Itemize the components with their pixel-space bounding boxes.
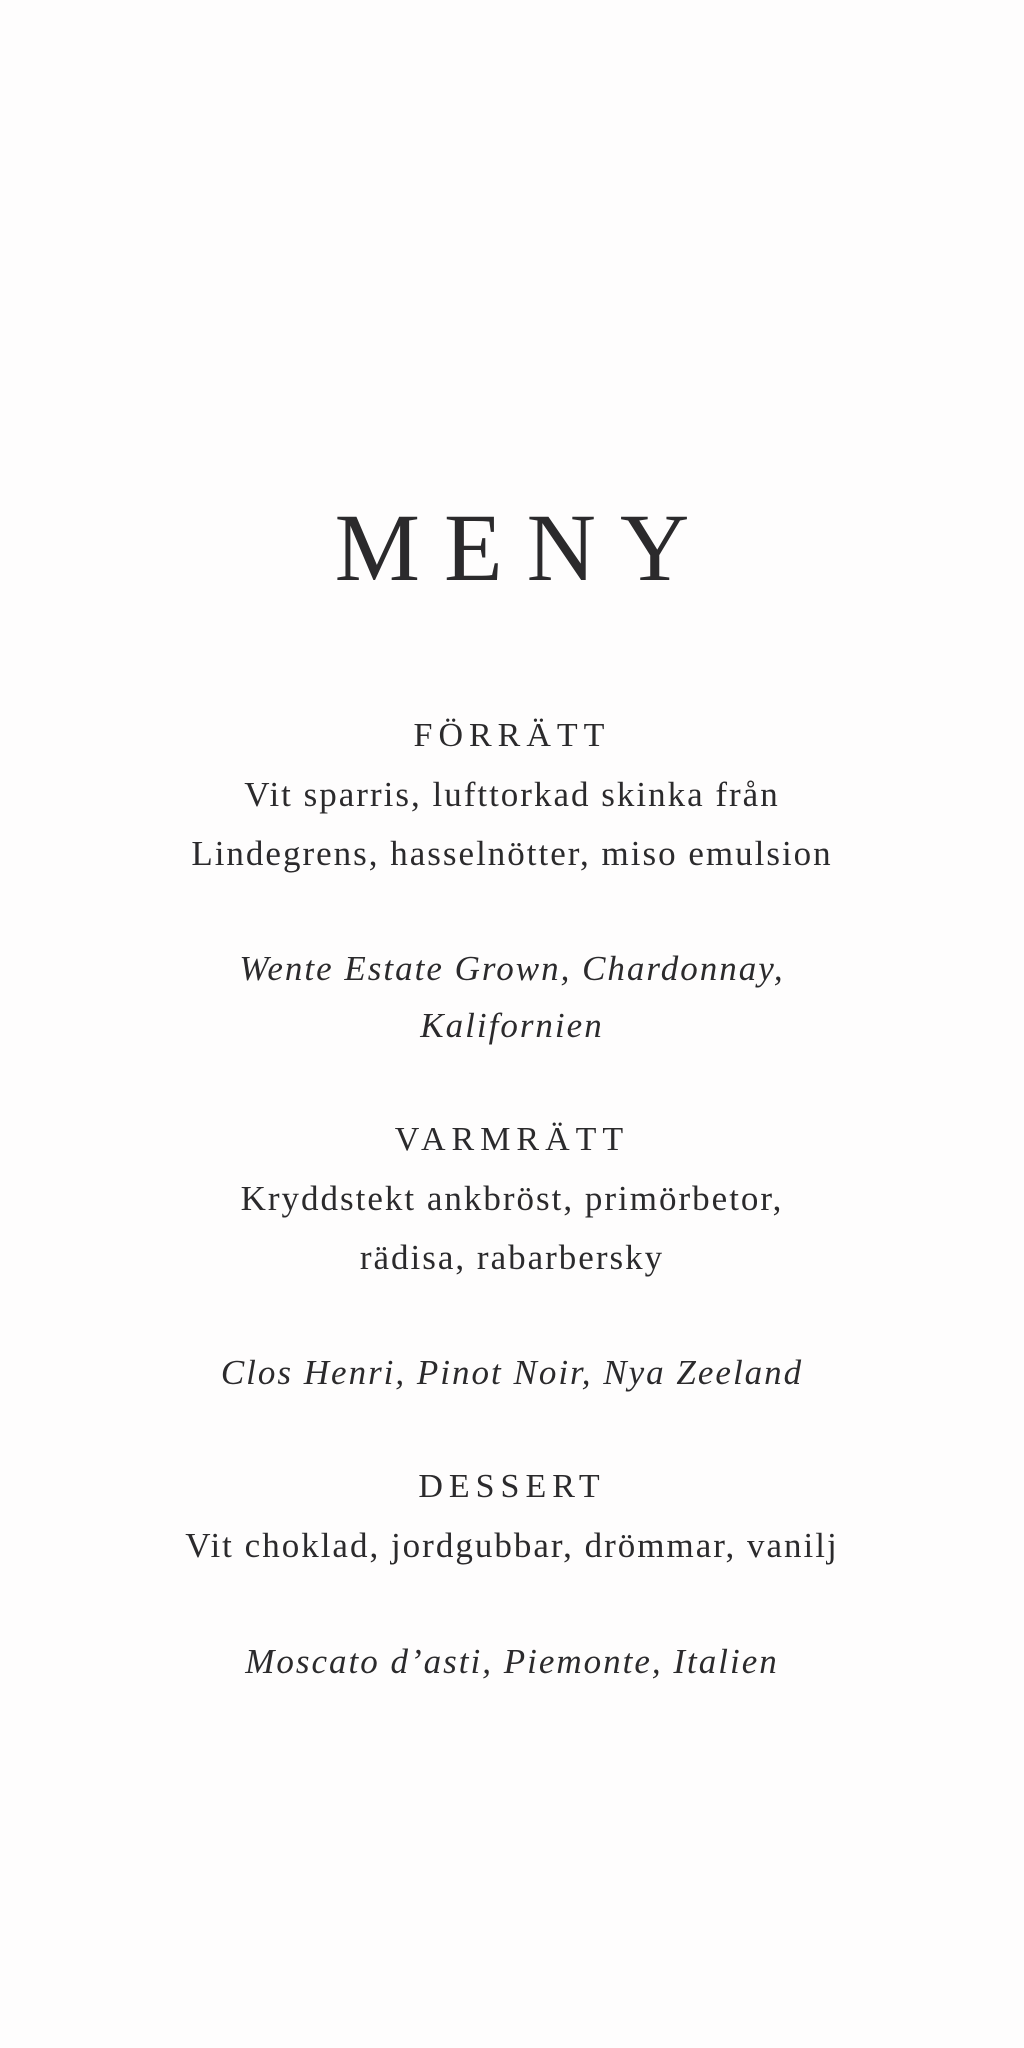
wine-pairing-starter [0, 940, 1024, 1054]
wine-line: Kalifornien [420, 1006, 604, 1045]
menu-title: MENY [334, 494, 714, 601]
wine-line: Moscato d’asti, Piemonte, Italien [245, 1642, 779, 1681]
wine-line: Wente Estate Grown, Chardonnay, [239, 949, 785, 988]
course-label: VARMRÄTT [394, 1121, 630, 1158]
course-label: DESSERT [418, 1468, 606, 1505]
dish-line: rädisa, rabarbersky [359, 1238, 665, 1277]
course-label: FÖRRÄTT [413, 717, 611, 754]
dish-line: Vit choklad, jordgubbar, drömmar, vanilj [185, 1526, 839, 1565]
course-main [0, 1111, 1024, 1287]
dish-line: Vit sparris, lufttorkad skinka från [244, 775, 780, 814]
course-starter [0, 707, 1024, 883]
wine-pairing-main [0, 1344, 1024, 1401]
wine-line: Clos Henri, Pinot Noir, Nya Zeeland [220, 1353, 804, 1392]
dish-line: Lindegrens, hasselnötter, miso emulsion [191, 834, 833, 873]
wine-pairing-dessert [0, 1633, 1024, 1690]
course-dessert [0, 1458, 1024, 1575]
dish-line: Kryddstekt ankbröst, primörbetor, [240, 1179, 784, 1218]
